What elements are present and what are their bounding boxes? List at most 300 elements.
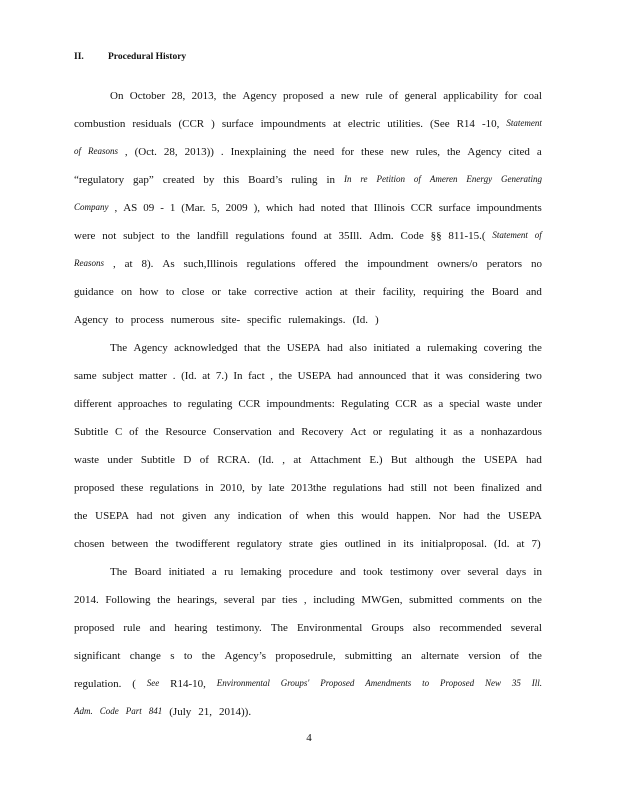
word: ): [375, 314, 379, 326]
word: electric: [347, 118, 381, 130]
word: waste: [485, 398, 511, 410]
word: specific: [247, 314, 282, 326]
italic-word: Reasons: [74, 258, 104, 268]
word: days: [505, 566, 527, 578]
word: initialproposal.: [420, 538, 487, 550]
word: 7.): [215, 370, 228, 382]
word: Conservation: [213, 426, 272, 438]
word: the: [470, 286, 485, 298]
text-line: [74, 370, 542, 382]
word: impoundments: [476, 202, 542, 214]
section-number: II.: [74, 52, 84, 62]
word: had: [526, 454, 542, 466]
text-line: [74, 258, 542, 270]
word: Agency: [133, 342, 168, 354]
word: alternate: [421, 650, 459, 662]
word: requiring: [423, 286, 464, 298]
word: hearing: [174, 622, 208, 634]
italic-word: of: [534, 230, 542, 240]
word: 21,: [198, 706, 213, 718]
word: at: [516, 538, 525, 550]
word: nonhazardous: [480, 426, 542, 438]
word: impoundments:: [266, 398, 335, 410]
word: it: [433, 370, 441, 382]
word: had: [463, 510, 480, 522]
word: as: [423, 398, 433, 410]
word: utilities.: [387, 118, 424, 130]
word: would: [361, 510, 389, 522]
italic-word: 35: [511, 678, 521, 688]
word: proposed: [74, 622, 115, 634]
word: under: [516, 398, 542, 410]
italic-word: Ameren: [429, 174, 458, 184]
word: and: [340, 566, 356, 578]
text-line: [74, 146, 542, 158]
word: to: [115, 314, 124, 326]
word: Agency: [467, 146, 502, 158]
word: had: [298, 202, 315, 214]
word: Inexplaining: [230, 146, 287, 158]
word: ruling: [291, 174, 318, 186]
word: gies: [319, 538, 338, 550]
word: a: [438, 398, 444, 410]
word: USEPA: [286, 342, 321, 354]
word: Agency’s: [224, 650, 267, 662]
word: twodifferent: [175, 538, 230, 550]
word: Attachment: [309, 454, 362, 466]
word: the: [344, 258, 359, 270]
italic-word: Energy: [466, 174, 493, 184]
text-line: [74, 286, 542, 298]
word: subject: [102, 370, 134, 382]
word: RCRA.: [217, 454, 250, 466]
word: ,: [114, 202, 118, 214]
word: lemaking: [240, 566, 282, 578]
word: two: [525, 370, 542, 382]
word: testimony.: [216, 622, 262, 634]
word: the: [145, 426, 159, 438]
word: §§: [430, 230, 442, 242]
word: submitting: [344, 650, 392, 662]
word: (July: [169, 706, 192, 718]
word: when: [306, 510, 330, 522]
word: that: [244, 342, 261, 354]
word: comments: [459, 594, 505, 606]
word: acknowledged: [174, 342, 238, 354]
word: had: [388, 482, 405, 494]
italic-word: 841: [148, 706, 163, 716]
word: ties: [282, 594, 298, 606]
word: impoundment: [367, 258, 429, 270]
word: covering: [483, 342, 523, 354]
word: surface: [221, 118, 254, 130]
word: to: [161, 230, 170, 242]
word: need: [313, 146, 335, 158]
word: for: [504, 90, 518, 102]
word: found: [291, 230, 317, 242]
word: of: [509, 650, 520, 662]
word: 2013)): [184, 146, 214, 158]
word: ,: [112, 258, 116, 270]
word: .: [220, 146, 224, 158]
word: and: [149, 622, 166, 634]
word: 28,: [163, 146, 178, 158]
word: their: [355, 286, 376, 298]
word: to: [165, 286, 175, 298]
word: special: [449, 398, 480, 410]
italic-word: Environmental: [216, 678, 270, 688]
italic-word: Code: [99, 706, 119, 716]
word: at: [332, 118, 341, 130]
text-line: [74, 510, 542, 522]
word: C: [115, 426, 123, 438]
text-line: [74, 678, 542, 690]
word: fact: [248, 370, 265, 382]
word: Code: [400, 230, 424, 242]
word: The: [110, 566, 128, 578]
word: subject: [123, 230, 155, 242]
word: 28,: [171, 90, 186, 102]
word: or: [211, 286, 221, 298]
word: In: [233, 370, 243, 382]
word: regulations: [332, 482, 382, 494]
word: of: [129, 426, 139, 438]
italic-word: Statement: [506, 118, 542, 128]
word: ): [211, 118, 215, 130]
word: including: [313, 594, 355, 606]
word: D: [183, 454, 192, 466]
word: by: [203, 174, 215, 186]
word: 8).: [141, 258, 154, 270]
section-heading: [74, 52, 186, 62]
italic-word: Statement: [492, 230, 528, 240]
word: USEPA: [297, 370, 332, 382]
word: facility,: [382, 286, 416, 298]
text-line: [74, 622, 542, 634]
word: 2013,: [191, 90, 217, 102]
word: The: [270, 622, 288, 634]
word: proposed: [283, 90, 324, 102]
word: several: [510, 622, 542, 634]
text-line: [74, 314, 542, 326]
word: also: [412, 622, 431, 634]
word: (See: [430, 118, 450, 130]
word: The: [110, 342, 128, 354]
word: regulations: [246, 258, 296, 270]
word: approaches: [117, 398, 168, 410]
word: was: [445, 370, 463, 382]
word: combustion: [74, 118, 126, 130]
word: ,: [124, 146, 128, 158]
text-line: [110, 342, 542, 354]
word: recommended: [439, 622, 502, 634]
word: proposedrule,: [275, 650, 336, 662]
word: change: [129, 650, 161, 662]
italic-word: In: [343, 174, 352, 184]
word: s: [170, 650, 175, 662]
word: significant: [74, 650, 121, 662]
word: Act: [350, 426, 367, 438]
word: that: [411, 370, 429, 382]
word: Subtitle: [74, 426, 109, 438]
word: ,: [270, 370, 273, 382]
text-line: [74, 118, 542, 130]
word: CCR: [395, 398, 418, 410]
section-title: Procedural History: [108, 52, 187, 62]
word: as: [453, 426, 463, 438]
word: not: [433, 482, 448, 494]
word: a: [329, 90, 335, 102]
word: Illinois: [373, 202, 405, 214]
word: numerous: [170, 314, 215, 326]
word: the: [278, 370, 293, 382]
word: at: [323, 230, 332, 242]
text-line: [74, 426, 542, 438]
word: on: [121, 286, 133, 298]
word: October: [129, 90, 166, 102]
word: created: [162, 174, 195, 186]
word: Environmental: [296, 622, 363, 634]
word: regulations: [235, 230, 285, 242]
word: late: [268, 482, 285, 494]
word: the: [528, 594, 542, 606]
word: surface: [438, 202, 471, 214]
word: waste: [74, 454, 100, 466]
word: in: [326, 174, 336, 186]
word: 2009: [225, 202, 248, 214]
word: the: [157, 594, 171, 606]
italic-word: Part: [125, 706, 142, 716]
word: ,: [303, 594, 307, 606]
word: to: [173, 398, 182, 410]
word: proposed: [74, 482, 115, 494]
word: rule: [123, 622, 141, 634]
italic-word: Groups': [280, 678, 310, 688]
word: at: [293, 454, 302, 466]
italic-word: of: [74, 146, 82, 156]
word: no: [530, 258, 542, 270]
italic-word: of: [413, 174, 421, 184]
word: this: [223, 174, 240, 186]
text-line: [74, 174, 542, 186]
word: par: [261, 594, 276, 606]
word: regulatory: [236, 538, 283, 550]
word: had: [136, 510, 153, 522]
word: at: [339, 286, 348, 298]
italic-word: Reasons: [87, 146, 118, 156]
word: R14: [456, 118, 475, 130]
word: cited: [508, 146, 530, 158]
word: 2010,: [220, 482, 245, 494]
italic-word: Amendments: [365, 678, 412, 688]
word: AS: [123, 202, 138, 214]
italic-word: Petition: [376, 174, 405, 184]
word: 2013the: [290, 482, 327, 494]
word: ,: [282, 454, 286, 466]
word: finalized: [481, 482, 520, 494]
word: over: [440, 566, 461, 578]
italic-word: to: [422, 678, 430, 688]
word: 2014)).: [219, 706, 252, 718]
word: ru: [224, 566, 234, 578]
italic-word: re: [360, 174, 368, 184]
word: rulemaking: [427, 342, 478, 354]
word: had: [327, 342, 343, 354]
word: indication: [237, 510, 282, 522]
word: rule: [365, 90, 383, 102]
word: (Id.: [493, 538, 510, 550]
italic-word: New: [485, 678, 502, 688]
word: (Id.: [181, 370, 197, 382]
word: between: [111, 538, 149, 550]
word: and: [526, 482, 542, 494]
word: .: [172, 370, 176, 382]
word: general: [404, 90, 437, 102]
word: regulation.: [74, 678, 122, 690]
word: and: [278, 426, 295, 438]
word: E.): [369, 454, 383, 466]
word: Nor: [438, 510, 456, 522]
word: by: [251, 482, 263, 494]
word: at: [202, 370, 211, 382]
word: of: [289, 510, 299, 522]
word: the: [74, 510, 88, 522]
word: the: [528, 650, 542, 662]
word: (Id.: [352, 314, 369, 326]
word: and: [526, 286, 542, 298]
word: different: [74, 398, 112, 410]
word: But: [390, 454, 407, 466]
word: new: [390, 146, 409, 158]
word: (Id.: [258, 454, 274, 466]
word: several: [467, 566, 499, 578]
text-line: [74, 706, 542, 718]
italic-word: Company: [74, 202, 109, 212]
word: Recovery: [301, 426, 344, 438]
word: under: [107, 454, 133, 466]
word: (Oct.: [134, 146, 157, 158]
italic-word: Proposed: [439, 678, 475, 688]
word: owners/o: [437, 258, 478, 270]
word: offered: [304, 258, 336, 270]
word: the: [528, 342, 542, 354]
word: Agency: [242, 90, 277, 102]
word: corrective: [254, 286, 299, 298]
word: CCR: [238, 398, 261, 410]
word: Following: [105, 594, 151, 606]
italic-word: See: [146, 678, 160, 688]
text-line: [74, 538, 542, 550]
word: coal: [523, 90, 542, 102]
word: “regulatory: [74, 174, 125, 186]
word: perators: [486, 258, 523, 270]
word: rules,: [415, 146, 441, 158]
word: testimony: [390, 566, 434, 578]
word: of: [389, 90, 399, 102]
word: announced: [358, 370, 407, 382]
word: regulating: [388, 426, 434, 438]
word: -: [160, 202, 164, 214]
word: had: [337, 370, 353, 382]
text-line: [74, 230, 542, 242]
word: also: [349, 342, 368, 354]
word: (Mar.: [181, 202, 206, 214]
word: process: [130, 314, 164, 326]
word: these: [361, 146, 384, 158]
word: or: [372, 426, 383, 438]
word: 5,: [211, 202, 220, 214]
word: the: [222, 90, 237, 102]
word: CCR: [410, 202, 433, 214]
word: USEPA: [483, 454, 518, 466]
word: such,Illinois: [183, 258, 238, 270]
word: new: [340, 90, 360, 102]
word: Board: [134, 566, 162, 578]
word: in: [533, 566, 542, 578]
word: landfill: [196, 230, 229, 242]
word: residuals: [132, 118, 172, 130]
word: Regulating: [340, 398, 390, 410]
word: these: [120, 482, 144, 494]
word: 811-15.(: [448, 230, 486, 242]
word: its: [403, 538, 414, 550]
word: guidance: [74, 286, 114, 298]
word: initiated: [168, 566, 205, 578]
word: considering: [468, 370, 520, 382]
text-line: [74, 454, 542, 466]
word: submitted: [409, 594, 453, 606]
word: of: [199, 454, 209, 466]
page-number: 4: [306, 732, 312, 744]
italic-word: Adm.: [74, 706, 93, 716]
word: happen.: [396, 510, 431, 522]
word: to: [183, 650, 193, 662]
text-line: [110, 566, 542, 578]
word: a: [211, 566, 217, 578]
word: noted: [320, 202, 346, 214]
word: 2014.: [74, 594, 99, 606]
word: Subtitle: [140, 454, 176, 466]
word: -10,: [481, 118, 500, 130]
word: (CCR: [178, 118, 205, 130]
word: 7): [531, 538, 541, 550]
word: initiated: [373, 342, 410, 354]
text-line: [110, 90, 542, 102]
word: in: [387, 538, 397, 550]
word: take: [228, 286, 247, 298]
italic-word: Generating: [501, 174, 542, 184]
word: outlined: [344, 538, 381, 550]
word: matter: [139, 370, 168, 382]
text-line: [74, 482, 542, 494]
word: a: [536, 146, 542, 158]
word: which: [265, 202, 293, 214]
word: USEPA: [95, 510, 129, 522]
word: 09: [143, 202, 155, 214]
word: R14-10,: [170, 678, 206, 690]
word: impoundments: [260, 118, 326, 130]
word: regulating: [187, 398, 233, 410]
word: applicability: [443, 90, 499, 102]
word: the: [446, 146, 461, 158]
word: 35Ill.: [338, 230, 363, 242]
word: this: [337, 510, 354, 522]
text-line: [74, 594, 542, 606]
word: that: [351, 202, 368, 214]
word: the: [486, 510, 501, 522]
word: USEPA: [508, 510, 542, 522]
word: On: [110, 90, 124, 102]
